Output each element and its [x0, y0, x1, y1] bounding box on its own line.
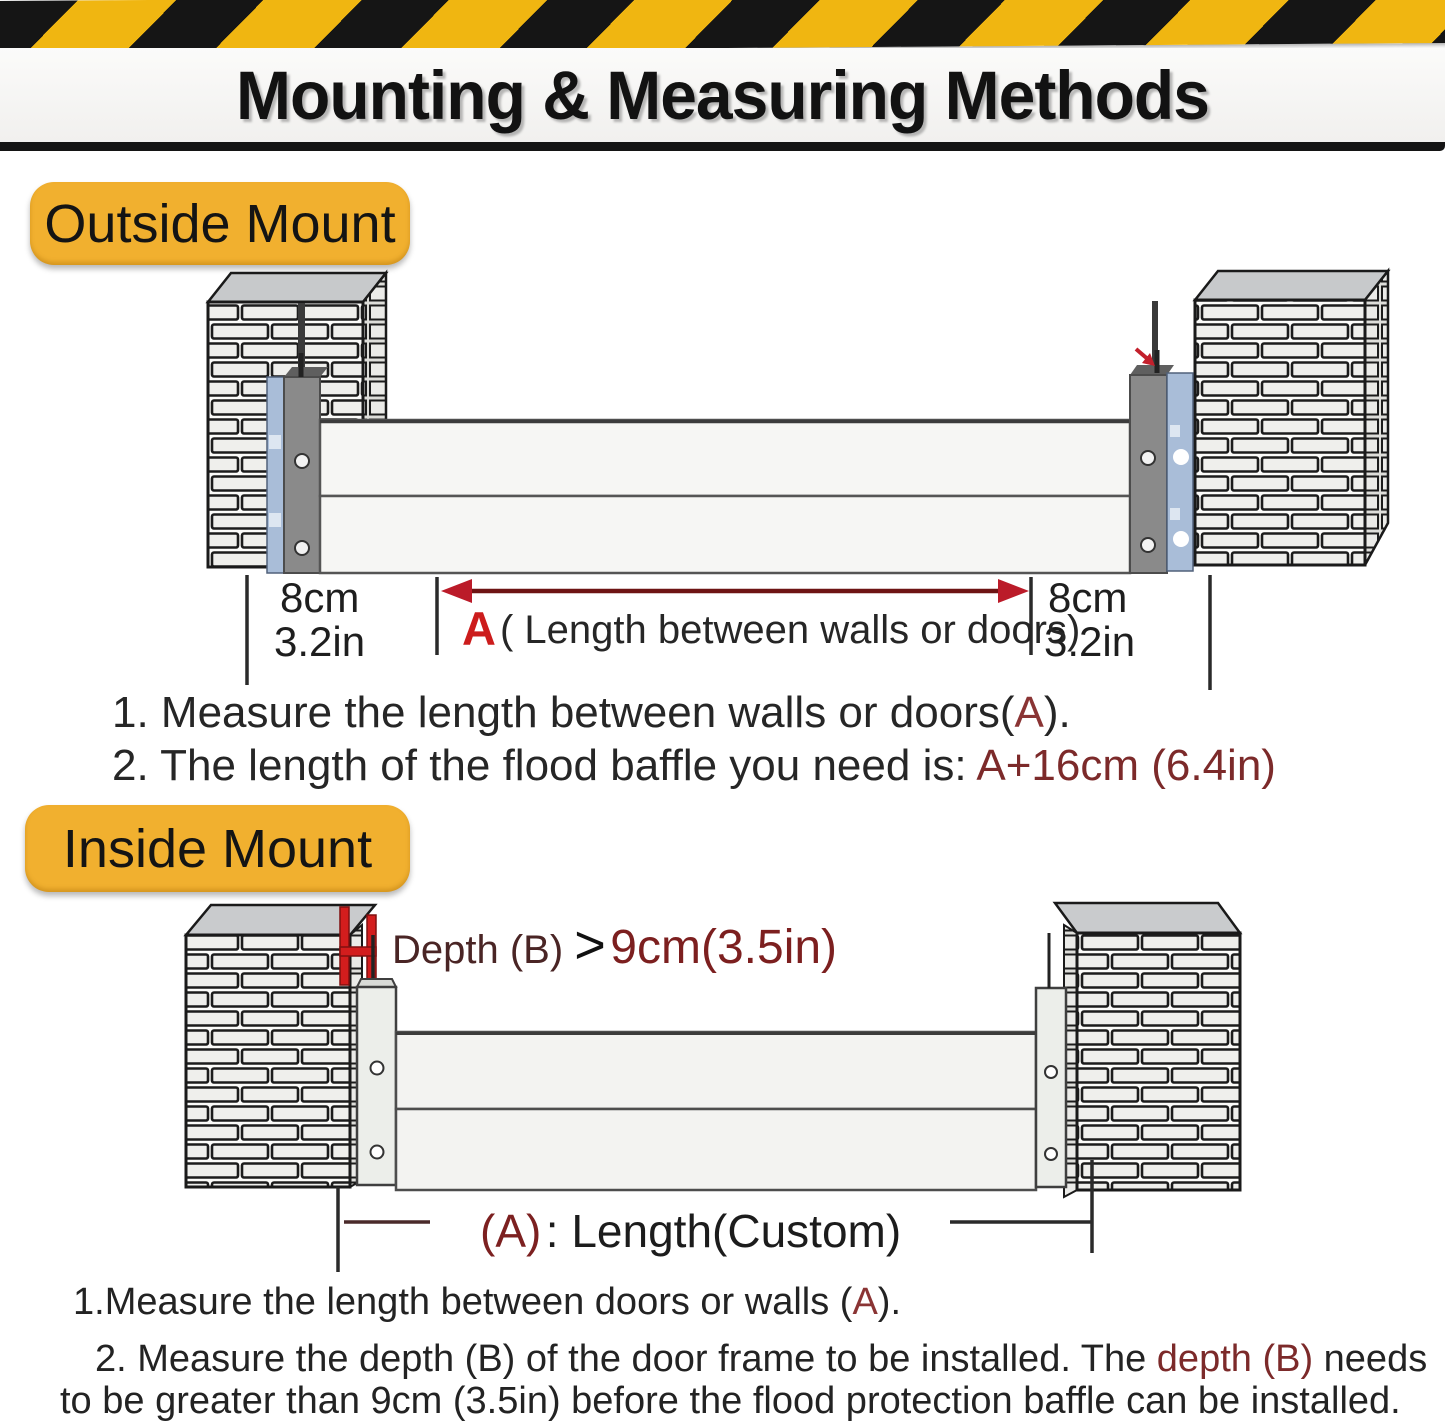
seal-screw: [269, 435, 281, 449]
right-pillar-front-face: [1077, 933, 1240, 1190]
inside-step-2-wrap: to be greater than 9cm (3.5in) before the flood protection baffle can be installed.: [60, 1380, 1401, 1421]
right-pillar-side-face: [1365, 271, 1388, 565]
depth-gauge-cross-bar: [340, 947, 376, 956]
left-pillar-front-face: [186, 935, 350, 1187]
depth-label-text: Depth (B): [392, 928, 575, 972]
step-accent: A: [1014, 688, 1044, 737]
header-divider: [0, 142, 1445, 151]
inside-mount-badge-label: Inside Mount: [62, 818, 373, 879]
outside-step-1: [112, 686, 1276, 739]
seal-screw: [269, 513, 281, 527]
barrier-panel-top: [320, 420, 1130, 496]
dimension-annotations: [247, 574, 1210, 690]
seal-dot: [1173, 531, 1189, 547]
inside-mount-badge: [25, 805, 410, 892]
length-label-a: (A): [480, 1205, 542, 1257]
step-text: 2. Measure the depth (B) of the door frame to be installed. The: [95, 1338, 1157, 1380]
barrier-panel-bottom: [320, 496, 1130, 573]
depth-operator: >: [574, 915, 606, 975]
hazard-stripe-band: [0, 0, 1445, 53]
step-accent: A+16cm (6.4in): [976, 741, 1276, 790]
barrier-panel-bottom: [396, 1109, 1036, 1190]
step-text: needs: [1313, 1338, 1428, 1380]
screw-hole: [371, 1146, 384, 1159]
length-label-caption: : Length(Custom): [545, 1205, 902, 1257]
screw-hole: [295, 541, 309, 555]
seal-screw: [1170, 508, 1180, 520]
inside-step-1: [73, 1281, 901, 1324]
screw-hole: [1045, 1148, 1057, 1160]
outside-mount-badge-label: Outside Mount: [44, 193, 396, 254]
step-text: ).: [877, 1281, 902, 1323]
screw-hole: [371, 1062, 384, 1075]
right-pillar-front-face: [1195, 300, 1365, 565]
span-label-a: A: [462, 602, 496, 655]
arrow-head-right-icon: [998, 579, 1029, 603]
screw-hole: [1045, 1066, 1057, 1078]
span-caption: ( Length between walls or doors): [500, 608, 1081, 652]
outside-mount-badge: [30, 182, 410, 265]
left-mounting-channel: [357, 979, 396, 1185]
offset-left-in: 3.2in: [274, 618, 366, 665]
offset-right-cm: 8cm: [1048, 574, 1128, 621]
left-pillar-top-face: [208, 273, 386, 302]
arrow-head-left-icon: [441, 579, 472, 603]
inside-mount-diagram: [0, 895, 1445, 1295]
right-pillar-top-face: [1055, 903, 1240, 933]
offset-left-cm: 8cm: [280, 574, 360, 621]
inside-step-2: [95, 1338, 1427, 1381]
step-accent: A: [852, 1281, 878, 1323]
depth-label: [392, 915, 837, 975]
outside-step-2: [112, 739, 1276, 792]
step-text: 1.Measure the length between doors or walls (: [73, 1281, 853, 1323]
length-label: [480, 1205, 901, 1257]
step-accent: depth (B): [1156, 1338, 1314, 1380]
depth-gauge-left-bar: [340, 907, 349, 985]
seal-dot: [1173, 449, 1189, 465]
right-mounting-channel: [1130, 349, 1193, 573]
screw-hole: [1141, 451, 1155, 465]
step-text: ).: [1043, 688, 1071, 737]
step-text: 2. The length of the flood baffle you need is:: [112, 741, 977, 790]
right-pillar: [1055, 903, 1240, 1197]
step-text: 1. Measure the length between walls or doors(: [112, 688, 1015, 737]
header: [0, 48, 1445, 142]
depth-value: 9cm(3.5in): [610, 921, 838, 974]
right-mounting-channel: [1036, 933, 1066, 1187]
outside-mount-steps: [112, 686, 1276, 792]
offset-right-in: 3.2in: [1044, 618, 1136, 665]
left-seal-strip: [267, 377, 284, 573]
screw-hole: [295, 454, 309, 468]
flood-barrier: [396, 1032, 1036, 1190]
outside-mount-diagram: [0, 265, 1445, 690]
barrier-panel-top: [396, 1032, 1036, 1109]
screw-hole: [1141, 538, 1155, 552]
seal-screw: [1170, 425, 1180, 437]
flood-barrier: [320, 420, 1130, 573]
right-pillar-top-face: [1195, 271, 1388, 300]
page-title: Mounting & Measuring Methods: [236, 56, 1209, 134]
